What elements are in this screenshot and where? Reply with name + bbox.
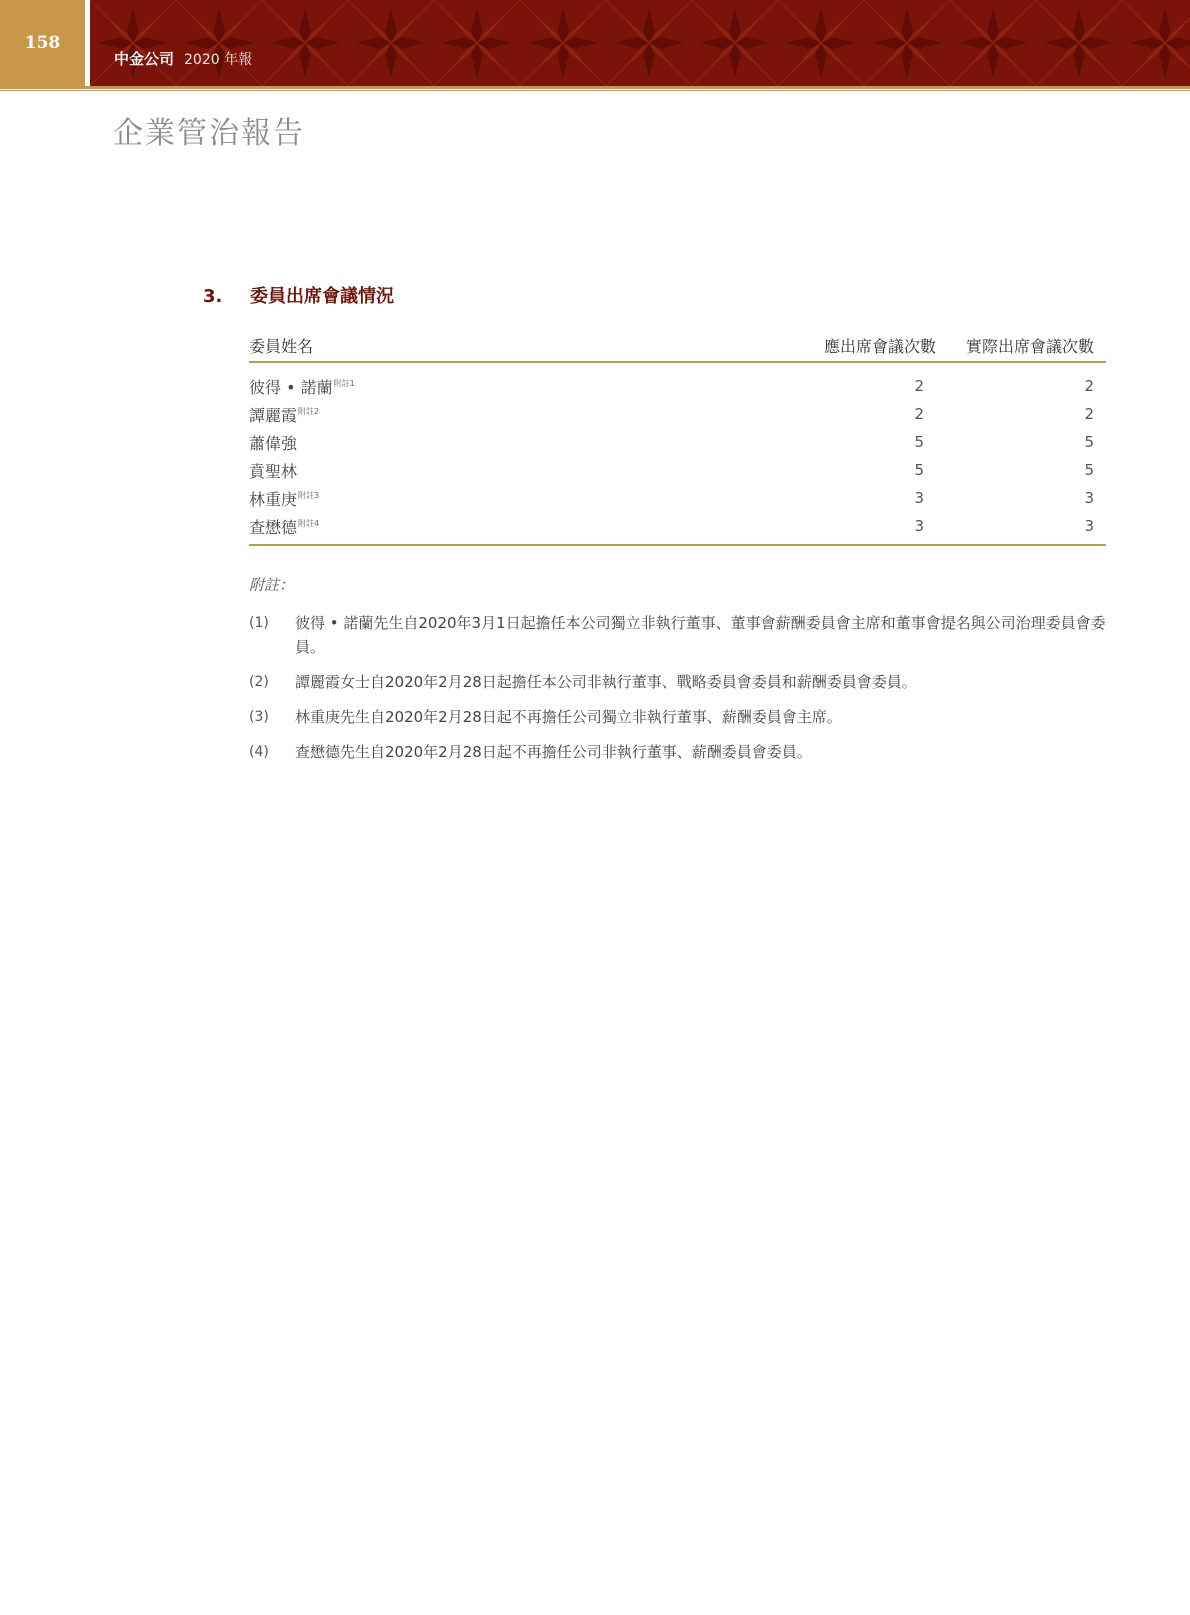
required-count: 3 [914,517,924,535]
actual-count: 3 [1084,517,1094,535]
member-name-cell [249,375,766,398]
member-name: 彼得 • 諾蘭 [249,377,333,397]
member-name: 查懋德 [249,517,298,537]
company-name: 中金公司 [114,50,175,68]
page-number-tab [0,0,85,86]
header-member-name: 委員姓名 [249,337,314,356]
required-count: 3 [914,489,924,507]
table-row [249,372,1106,400]
table-row [249,400,1106,428]
table-row [249,484,1106,512]
section-heading [203,282,394,308]
note-item [249,740,1107,764]
section-number: 3. [203,286,223,307]
member-name: 譚麗霞 [249,405,298,425]
actual-count: 5 [1084,433,1094,451]
report-name: 2020 年報 [184,52,253,68]
member-name-cell [249,487,766,510]
header-required-meetings: 應出席會議次數 [823,337,936,356]
page-number: 158 [24,33,61,53]
member-name-cell [249,459,766,482]
member-name: 賁聖林 [249,461,298,481]
actual-count: 2 [1084,405,1094,423]
table-header [249,330,1106,363]
attendance-table [249,330,1106,546]
member-name: 林重庚 [249,489,298,509]
note-label: (3) [249,709,269,725]
actual-count: 3 [1084,489,1094,507]
note-text: 譚麗霞女士自2020年2月28日起擔任本公司非執行董事、戰略委員會委員和薪酬委員會委員。 [295,673,917,691]
required-count: 2 [914,405,924,423]
note-reference: 附註1 [333,379,355,389]
required-count: 2 [914,377,924,395]
notes-title: 附註： [249,576,295,594]
note-label: (4) [249,744,269,760]
header-banner [90,0,1190,86]
required-count: 5 [914,461,924,479]
header-actual-meetings: 實際出席會議次數 [965,337,1094,356]
banner-title [114,48,252,69]
note-reference: 附註2 [298,407,320,417]
table-row [249,456,1106,484]
note-label: (1) [249,615,269,631]
notes-section [249,574,1107,775]
page-title: 企業管治報告 [113,116,305,151]
table-body [249,363,1106,546]
note-text: 查懋德先生自2020年2月28日起不再擔任公司非執行董事、薪酬委員會委員。 [295,743,812,761]
note-label: (2) [249,674,269,690]
member-name-cell [249,403,766,426]
member-name-cell [249,515,766,538]
table-row [249,512,1106,540]
header-rule [0,86,1190,89]
member-name-cell [249,431,766,454]
note-reference: 附註3 [298,491,320,501]
note-text: 林重庚先生自2020年2月28日起不再擔任公司獨立非執行董事、薪酬委員會主席。 [295,708,842,726]
note-text: 彼得 • 諾蘭先生自2020年3月1日起擔任本公司獨立非執行董事、董事會薪酬委員會主席和董事會提名與公司治理委員會委員。 [295,614,1106,656]
member-name: 蕭偉強 [249,433,298,453]
note-item [249,611,1107,659]
note-item [249,670,1107,694]
note-reference: 附註4 [298,519,320,529]
banner-pattern [90,0,1190,86]
note-item [249,705,1107,729]
actual-count: 2 [1084,377,1094,395]
actual-count: 5 [1084,461,1094,479]
header-rule-thin [0,90,1190,91]
table-row [249,428,1106,456]
section-title: 委員出席會議情況 [250,286,394,307]
required-count: 5 [914,433,924,451]
